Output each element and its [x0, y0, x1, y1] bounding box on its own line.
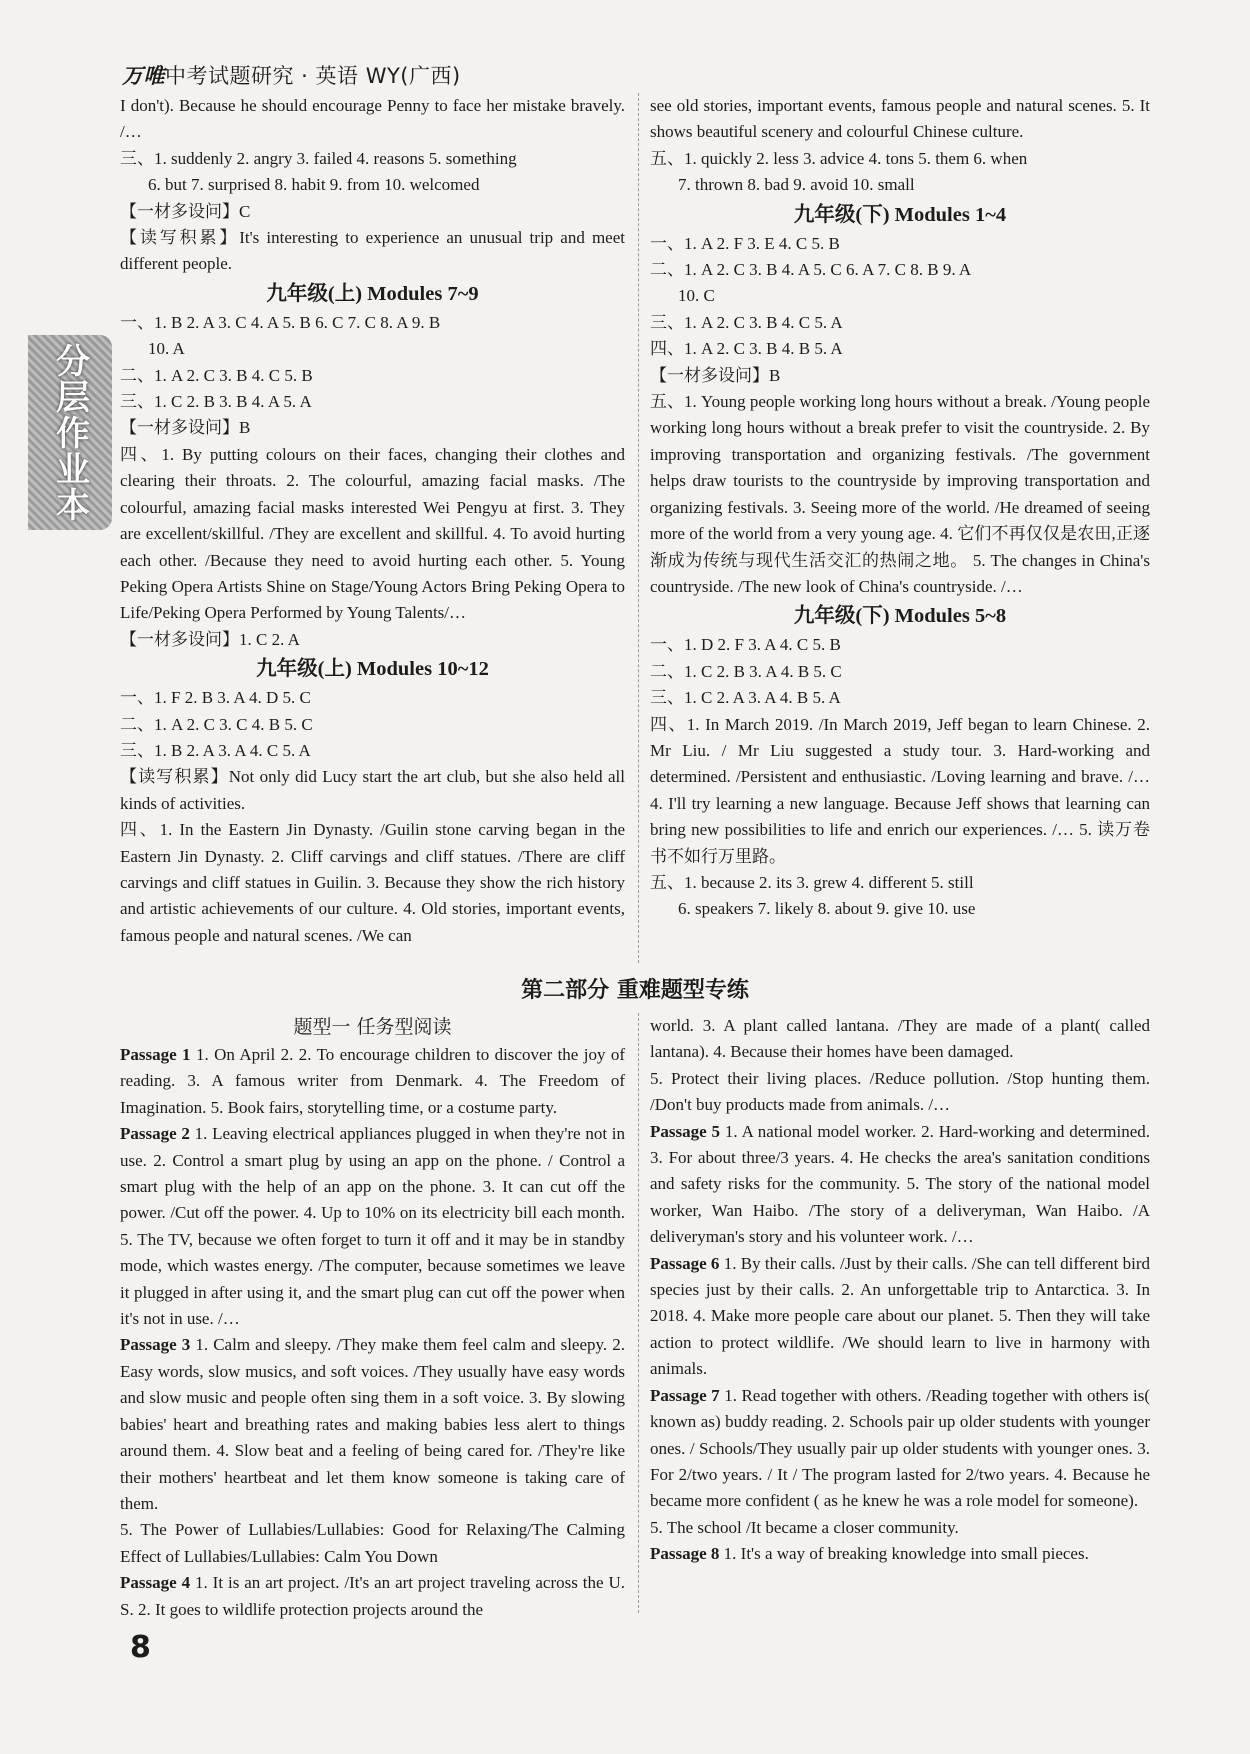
answer-line: 【读写积累】Not only did Lucy start the art club, but she also held all kinds of activities. [120, 767, 625, 813]
answer-line: 四、1. In March 2019. /In March 2019, Jeff began to learn Chinese. 2. Mr Liu. / Mr Liu suggested a study tour. 3. Hard-working and determined. /Persistent and enthusiastic. /Loving learning and brave. /… 4. I'll try learning a new language. Because Jeff shows that learning can bring new possibilities to life and enrich our experiences. /… 5. 读万卷书不如行万里路。 [650, 714, 1150, 866]
answer-line: 四、1. A 2. C 3. B 4. B 5. A [650, 339, 843, 359]
answer-line: 10. A [148, 339, 185, 359]
passage-answer [120, 1332, 625, 1517]
answer-line: 三、1. A 2. C 3. B 4. C 5. A [650, 312, 843, 332]
passage-answer [120, 1517, 625, 1570]
passage-text: 1. Calm and sleepy. /They make them feel calm and sleepy. 2. Easy words, slow musics, and soft voices. /They usually have easy words and slow music and people often sing them in a soft voice. 3. By slowing babies' heart and breathing rates and making babies less alert to things around them. 4. Slow beat and a feeling of being cared for. /They're like their mothers' heartbeat and let them know someone is taking care of them. [120, 1335, 626, 1513]
answer-line: I don't). Because he should encourage Penny to face her mistake bravely. /… [120, 96, 625, 142]
passage-answer [650, 1251, 1150, 1383]
answer-line: 四、1. In the Eastern Jin Dynasty. /Guilin stone carving began in the Eastern Jin Dynasty. 2. Cliff carvings and cliff statues. /There are cliff carvings and cliff statues in Guilin. 3. Because they show the rich history and artistic achievements of our culture. 4. Old stories, important events, famous people and natural scenes. /We can [120, 820, 625, 945]
answer-line: 【一材多设问】C [120, 201, 251, 221]
passage-label: Passage 4 [120, 1573, 191, 1593]
page-header [122, 60, 461, 90]
passage-answer [120, 1042, 625, 1121]
column-divider [638, 93, 639, 963]
answer-line: 二、1. A 2. C 3. B 4. C 5. B [120, 365, 313, 385]
section-heading: 九年级(下) Modules 1~4 [793, 203, 1007, 226]
answer-line: 6. but 7. surprised 8. habit 9. from 10. welcomed [148, 175, 480, 195]
answer-line: 五、1. quickly 2. less 3. advice 4. tons 5. them 6. when [650, 148, 1028, 168]
side-tab [28, 335, 112, 530]
passage-label: Passage 3 [120, 1335, 191, 1355]
passage-answer [650, 1541, 1150, 1567]
answer-line: 【读写积累】It's interesting to experience an unusual trip and meet different people. [120, 228, 625, 274]
passage-label: Passage 6 [650, 1253, 720, 1273]
passage-label: Passage 5 [650, 1121, 721, 1141]
passage-label: Passage 1 [120, 1045, 191, 1064]
answer-line: 三、1. suddenly 2. angry 3. failed 4. reasons 5. something [120, 148, 517, 168]
answer-line: 五、1. Young people working long hours without a break. /Young people working long hours without a break prefer to visit the countryside. 2. By improving transportation and organizing festivals. /The government helps draw tourists to the countryside by improving transportation and organizing festivals. 3. Seeing more of the world. /He dreamed of seeing more of the world from a very young age. 4. 它们不再仅仅是农田,正逐渐成为传统与现代生活交汇的热闹之地。 5. The changes in China's countryside. /The new look of China's countryside. /… [650, 392, 1150, 596]
passage-text: 1. A national model worker. 2. Hard-working and determined. 3. For about three/3 years. 4. He checks the area's sanitation conditions and safety risks for the community. 5. The story of the national model worker, Wan Haibo. /The story of a deliveryman, Wan Haibo. /A deliveryman's story and his volunteer work. /… [650, 1121, 1150, 1247]
bottom-right-column [650, 1013, 1150, 1568]
answer-line: 三、1. C 2. A 3. A 4. B 5. A [650, 688, 841, 708]
answer-line: 二、1. A 2. C 3. B 4. A 5. C 6. A 7. C 8. B 9. A [650, 260, 972, 280]
passage-text: 1. It's a way of breaking knowledge into small pieces. [723, 1544, 1089, 1564]
answer-line: 一、1. D 2. F 3. A 4. C 5. B [650, 635, 841, 655]
passage-answer [650, 1066, 1150, 1119]
passage-answer [650, 1383, 1150, 1515]
passage-text: 1. By their calls. /Just by their calls. /She can tell different bird species just by their calls. 2. An unforgettable trip to Antarctica. 3. In 2018. 4. Make more people care about our planet. 5. Then they will take action to protect wildlife. /We should learn to live in harmony with animals. [650, 1253, 1150, 1379]
passage-answer [650, 1013, 1150, 1066]
passage-text: 1. Leaving electrical appliances plugged in when they're not in use. 2. Control a smart plug by using an app on the phone. / Control a smart plug with the help of an app on the phone. 3. It can cut off the power. /Cut off the power. 4. Up to 10% on its electricity bill each month. 5. The TV, because we often forget to turn it off and it may be in standby mode, which wastes energy. /The computer, because sometimes we leave it plugged in after using it, and the smart plug can cut off the power when it's not in use. /… [120, 1124, 625, 1329]
answer-line: 一、1. B 2. A 3. C 4. A 5. B 6. C 7. C 8. A 9. B [120, 312, 441, 332]
page-number: 8 [130, 1630, 151, 1665]
answer-line: 【一材多设问】B [120, 418, 251, 438]
passage-answer [650, 1515, 1150, 1541]
passage-answer [120, 1121, 625, 1332]
answer-line: 【一材多设问】1. C 2. A [120, 629, 300, 649]
passage-text: 1. On April 2. 2. To encourage children to discover the joy of reading. 3. A famous writer from Denmark. 4. The Freedom of Imagination. 5. Book fairs, storytelling time, or a costume party. [120, 1045, 625, 1117]
question-type-title: 题型一 任务型阅读 [293, 1016, 452, 1038]
passage-answer [120, 1570, 625, 1623]
passage-text: 5. The Power of Lullabies/Lullabies: Good for Relaxing/The Calming Effect of Lullabies/Lullabies: Calm You Down [120, 1520, 625, 1566]
passage-text: world. 3. A plant called lantana. /They are made of a plant( called lantana). 4. Because their homes have been damaged. [650, 1016, 1150, 1062]
bottom-left-column [120, 1042, 625, 1623]
answer-line: 7. thrown 8. bad 9. avoid 10. small [678, 175, 915, 195]
answer-line: 三、1. B 2. A 3. A 4. C 5. A [120, 740, 311, 760]
passage-label: Passage 8 [650, 1544, 720, 1564]
section-heading: 九年级(上) Modules 7~9 [266, 282, 479, 305]
passage-text: 5. The school /It became a closer community. [650, 1517, 959, 1537]
answer-line: 6. speakers 7. likely 8. about 9. give 10. use [678, 899, 976, 919]
answer-line: see old stories, important events, famous people and natural scenes. 5. It shows beautiful scenery and colourful Chinese culture. [650, 96, 1150, 142]
answer-line: 三、1. C 2. B 3. B 4. A 5. A [120, 392, 312, 412]
side-tab-label: 分层作业本 [49, 342, 90, 523]
answer-line: 一、1. F 2. B 3. A 4. D 5. C [120, 688, 311, 708]
section-heading: 九年级(下) Modules 5~8 [793, 605, 1007, 628]
answer-line: 二、1. A 2. C 3. C 4. B 5. C [120, 714, 313, 734]
answer-line: 一、1. A 2. F 3. E 4. C 5. B [650, 233, 840, 253]
passage-label: Passage 2 [120, 1124, 190, 1144]
passage-answer [650, 1119, 1150, 1251]
passage-text: 1. Read together with others. /Reading together with others is( known as) buddy reading. 2. Schools pair up older students with younger ones. / Schools/They usually pair up older students with younger ones. 3. For 2/two years. / It / The program lasted for 2/two years. 4. Because he became more confident ( as he knew he was a role model for someone). [650, 1385, 1150, 1511]
answer-line: 四、1. By putting colours on their faces, changing their clothes and clearing their throats. 2. The colourful, amazing facial masks. /The colourful, amazing facial masks interested Wei Pengyu at first. 3. They are excellent/skillful. /They are excellent and skillful. 4. To avoid hurting each other. /Because they need to avoid hurting each other. 5. Young Peking Opera Artists Shine on Stage/Young Actors Bring Peking Opera to Life/Peking Opera Performed by Young Talents/… [120, 444, 625, 623]
passage-text: 5. Protect their living places. /Reduce pollution. /Stop hunting them. /Don't buy products made from animals. /… [650, 1068, 1150, 1115]
answer-line: 10. C [678, 286, 715, 306]
passage-text: 1. It is an art project. /It's an art project traveling across the U. S. 2. It goes to wildlife protection projects around the [120, 1573, 626, 1619]
answer-line: 二、1. C 2. B 3. A 4. B 5. C [650, 661, 842, 681]
brand-logo: 万唯 [122, 64, 165, 88]
column-divider [638, 1013, 639, 1613]
passage-label: Passage 7 [650, 1385, 720, 1405]
answer-line: 【一材多设问】B [650, 365, 781, 385]
part-title: 第二部分 重难题型专练 [521, 978, 749, 1003]
book-title: 中考试题研究 · 英语 WY(广西) [165, 64, 461, 88]
section-heading: 九年级(上) Modules 10~12 [256, 658, 489, 681]
top-right-column [650, 93, 1150, 923]
top-left-column [120, 93, 625, 949]
answer-line: 五、1. because 2. its 3. grew 4. different 5. still [650, 872, 974, 892]
